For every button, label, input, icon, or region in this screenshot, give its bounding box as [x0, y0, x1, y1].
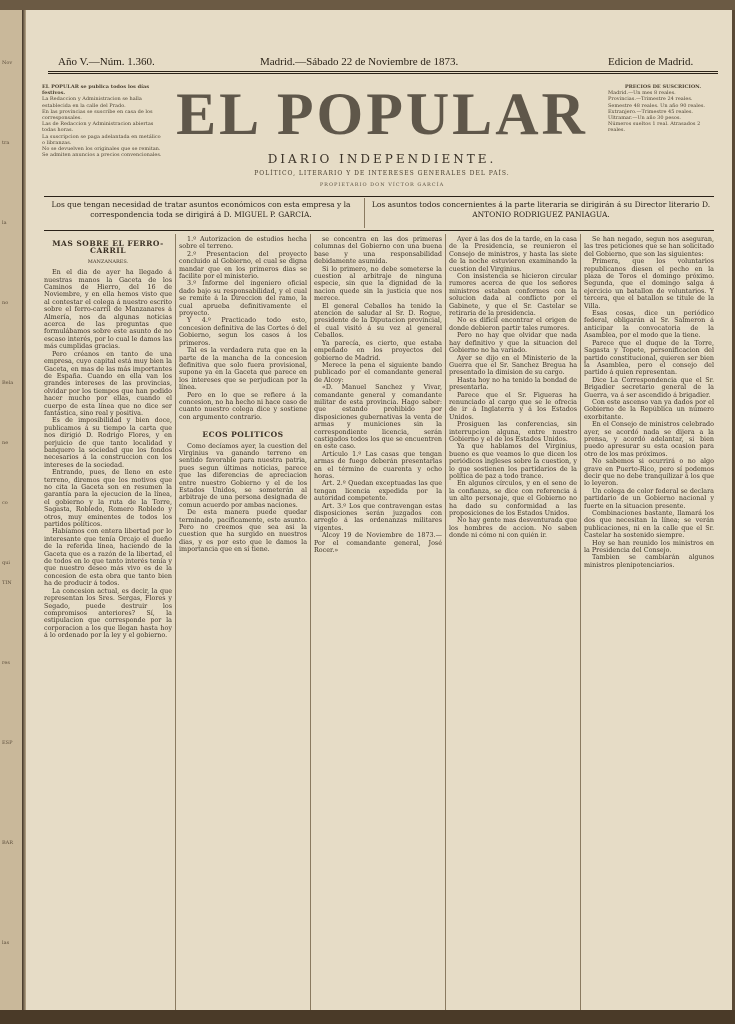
masthead-rule: [48, 73, 718, 74]
strip-fragment: Bela: [2, 380, 14, 386]
issue-date: Madrid.—Sábado 22 de Noviembre de 1873.: [260, 56, 459, 68]
article-column-1: [44, 236, 172, 1020]
newspaper-title: EL POPULAR: [176, 81, 588, 147]
strip-fragment: BAR: [2, 840, 14, 846]
left-info-line: Las de Redaccion y Administracion abiertas todas horas.: [42, 121, 154, 134]
paragraph: 2.º Presentacion del proyecto concluido al Gobierno, el cual se digna mandar que en los primeros dias se facilite por el ministerio.: [179, 249, 307, 281]
left-info-line: EL POPULAR se publica todos los días festivos.: [42, 84, 150, 97]
paragraph: No hay gente mas desventurada que los hombres de accion. No saben donde ni cómo ni con quién ir.: [449, 516, 577, 540]
left-info-line: La suscripcion se paga adelantada en metálico o libranzas.: [42, 133, 161, 146]
paragraph: No sabemos si ocurrirá o no algo grave en Puerto-Rico, pero sí podemos decir que no debe tranquilizar á los que lo leyeron.: [584, 457, 714, 488]
paragraph: 3.º Informe del ingeniero oficial dado bajo su responsabilidad, y el cual se remite á la Direccion del ramo, la cual aprueba definitivamente el proyecto.: [179, 279, 307, 318]
price-line: Extranjero.—Trimestre 45 reales.: [608, 108, 694, 115]
article-column-2: [179, 236, 307, 1020]
paragraph: Merece la pena el siguiente bando publicado por el comandante general de Alcoy:: [314, 360, 442, 384]
paragraph: Art. 3.º Los que contravengan estas disposiciones serán juzgados con arreglo á las ordenanzas militares vigentes.: [314, 501, 442, 532]
paragraph: No es difícil encontrar el origen de donde debieron partir tales rumores.: [449, 316, 577, 332]
left-info-line: La Redaccion y Administracion se halla establecida en la calle del Prado.: [42, 96, 142, 109]
paragraph: En el Consejo de ministros celebrado ayer, se acordó nada se dijera a la prensa, y acordó adelantar, si bien puedo apresurar su esta ocasion para otro de los mas próximos.: [584, 420, 714, 458]
section-headline-ecos-politicos: ECOS POLITICOS: [202, 430, 284, 440]
strip-fragment: ne: [2, 440, 9, 446]
paragraph: De esta manera puede quedar terminado, pacíficamente, este asunto. Pero no creemos que sea asi la cuestion que ha surgido en nuestros dias, y es por esto que le damos la importancia que en sí tiene.: [179, 508, 307, 554]
left-info-line: No se devuelven los originales que se remitan.: [42, 146, 161, 153]
paragraph: Alcoy 19 de Noviembre de 1873.—Por el comandante general, José Rocer.»: [314, 531, 442, 555]
notice-divider: [364, 198, 365, 228]
paragraph: Con este ascenso van ya dados por el Gobierno de la República un número exorbitante.: [584, 397, 714, 421]
paragraph: Y 4.º Practicado todo esto, concesion definitiva de las Cortes ó del Gobierno, segun los casos á los primeros.: [179, 316, 307, 347]
paragraph: Tal es la verdadera ruta que en la parte de la mancha de la concesion definitiva que solo fuera provisional, supone ya en la Gaceta que parece en los intereses que se perjudican por la línea.: [179, 346, 307, 392]
paragraph: Prosiguen las conferencias, sin interrupcion alguna, entre nuestro Gobierno y el de los Estados Unidos.: [449, 420, 577, 443]
article-column-3: [314, 236, 442, 1020]
article-headline-ferrocarril: MAS SOBRE EL FERRO-CARRIL: [52, 239, 164, 256]
paragraph: Entrando, pues, de lleno en este terreno, diremos que los motivos que no cita la Gaceta son en resumen la garantía para la ejecucion de la línea, el gobierno y la ruta de la Torre, Sagasta, Robledo, Romero Robledo y otros, muy eminentes de todos los partidos políticos.: [44, 468, 172, 529]
masthead: [24, 10, 724, 210]
strip-fragment: la: [2, 220, 7, 226]
paragraph: Si lo primero, no debe someterse la cuestion al arbitraje de ninguna especie, sin que la dignidad de la nacion quede sin la justicia que nos merece.: [314, 264, 442, 303]
article-subhead: MANZANARES.: [87, 258, 129, 265]
paragraph: Habíamos con entera libertad por lo interesante que tenía Orcajo el dueño de la referida línea, haciendo de la Gaceta que es a razón de la libertad, el de todos en lo que tanto interés tenía y que nuestro deseo más vivo es de la concesion de esta obra que tanto bien ha de producir á todos.: [44, 527, 172, 588]
price-line: Semestre 48 reales. Un año 90 reales.: [608, 102, 706, 109]
column-divider: [580, 234, 581, 1019]
paragraph: En el dia de ayer ha llegado á nuestras manos la Gaceta de los Caminos de Hierro, del 16 de Noviembre, y en ella hemos visto que al contestar el colega á nuestro escrito sobre el ferro-carril de Manzanares á Almería, nos da algunas noticias acerca de las preguntas que formulábamos sobre este asunto de no escaso interés, por lo cual le damos las más cumplidas gracias.: [44, 268, 172, 351]
paragraph: Primera, que los voluntarios republicanos diesen el pecho en la plaza de Toros el domingo próximo. Segunda, que el domingo salga á ejercicio un batallon de voluntarios. Y tercera, que el batallon se titule de la Villa.: [584, 257, 714, 310]
strip-fragment: las: [2, 940, 10, 946]
strip-fragment: res: [2, 660, 10, 666]
literary-notice: Los asuntos todos concernientes á la parte literaria se dirigirán á su Director literario D. ANTONIO RODRIGUEZ PANIAGUA.: [371, 200, 711, 219]
paragraph: Hoy se han reunido los ministros en la Presidencia del Consejo.: [584, 538, 714, 555]
paragraph: Como decíamos ayer, la cuestion del Virginius va ganando terreno en sentido favorable para nuestra patria, pues segun últimas noticias, parece que las diferencias de apreciacion entre nuestro Gobierno y el de los Estados Unidos, se someterán al arbitraje de una persona designada de comun acuerdo por ambas naciones.: [179, 441, 307, 509]
issue-number: Año V.—Núm. 1.360.: [58, 56, 155, 68]
notice-top-rule: [44, 196, 714, 197]
paragraph: Parece que el Sr. Figueras ha renunciado al cargo que se le ofrecia de ir á Inglaterra y á los Estados Unidos.: [449, 390, 577, 421]
strip-fragment: Nov: [2, 60, 13, 66]
paragraph: Ya parecía, es cierto, que estaba empeñado en los proyectos del gobierno de Madrid.: [314, 338, 442, 362]
price-line: Números sueltos 1 real. Atrasados 2 reales.: [608, 121, 701, 134]
paragraph: Dice La Correspondencia que el Sr. Brigadier secretario general de la Guerra, va á ser ascendido á brigadier.: [584, 375, 714, 399]
paragraph: Parece que el duque de la Torre, Sagasta y Topete, personificacion del partido constitucional, quieren ser bien la Asamblea, pero el consejo del partido á quien representan.: [584, 338, 714, 377]
column-divider: [310, 234, 311, 1019]
proprietor-line: PROPIETARIO DON VÍCTOR GARCÍA: [319, 182, 445, 188]
issue-edition: Edicion de Madrid.: [608, 56, 694, 68]
paragraph: Artículo 1.º Las casas que tengan armas de fuego deberán presentarlas en el término de cuarenta y ocho horas.: [314, 449, 442, 480]
paragraph: Tambien se cambiarán algunos ministros plenipotenciarios.: [584, 553, 714, 569]
paragraph: Un colega de color federal se declara partidario de un Gobierno nacional y fuerte en la situacion presente.: [584, 486, 714, 510]
newspaper-tagline: POLÍTICO, LITERARIO Y DE INTERESES GENERALES DEL PAÍS.: [254, 170, 510, 177]
strip-fragment: ESP: [2, 740, 13, 746]
adjacent-page-strip: [0, 0, 22, 1024]
paragraph: Ayer se dijo en el Ministerio de la Guerra que el Sr. Sanchez Bregua ha presentado la dimision de su cargo.: [449, 353, 577, 377]
paragraph: Es de imposibilidad y bien doce, publicamos á su tiempo la carta que nos dirigió D. Rodrigo Flores, y en perjuicio de que tanto localidad y banquero la sociedad que los fondos necesarios á la construccion con los intereses de la sociedad.: [44, 416, 172, 469]
strip-fragment: tra: [2, 140, 10, 146]
price-line: Provincias.—Trimestre 24 reales.: [608, 96, 693, 103]
newspaper-subtitle: DIARIO INDEPENDIENTE.: [267, 152, 497, 166]
scan-bottom-border: [0, 1010, 735, 1024]
strip-fragment: qui: [2, 560, 11, 566]
left-info-line: En las provincias se suscribe en casa de los corresponsales.: [42, 108, 153, 122]
price-line: Madrid.—Un mes 8 reales.: [608, 90, 676, 97]
notice-bottom-rule: [44, 230, 714, 231]
paragraph: Art. 2.º Quedan exceptuadas las que tengan licencia expedida por la autoridad competente.: [314, 479, 442, 503]
paragraph: 1.º Autorizacion de estudios hecha sobre el terreno.: [179, 236, 307, 251]
paragraph: Pero no hay que olvidar que nada hay definitivo y que la situacion del Gobierno no ha variado.: [449, 331, 577, 355]
paragraph: El general Ceballos ha tenido la atencion de saludar al Sr. D. Rogue, presidente de la Diputacion provincial, el cual visitó á su vez al general Ceballos.: [314, 301, 442, 340]
economic-notice: Los que tengan necesidad de tratar asuntos económicos con esta empresa y la correspondencia toda se dirigirá á D. MIGUEL P. GARCIA.: [51, 200, 351, 219]
paragraph: «D. Manuel Sanchez y Vivar, comandante general y comandante militar de esta provincia. Hago saber: que estando prohibido por disposiciones gubernativas la venta de armas y municiones sin la correspondiente licencia, serán castigados todos los que se encuentren en este caso.: [314, 383, 442, 451]
article-column-5: [584, 236, 714, 1020]
column-divider: [175, 234, 176, 1019]
paragraph: Pero créanos en tanto de una empresa, cuyo capital está muy bien la Gaceta, en mas de las más importantes de España. Cuando en ella van los grandes intereses de las provincias, olvidar por los tiempos que han podido hacer mucho por ellas, cuando el cuerpo de esta línea que no dice ser fantástica, sino real y positiva.: [44, 349, 172, 417]
article-column-4: [449, 236, 577, 1020]
masthead-rule: [48, 71, 718, 72]
price-line: Ultramar.—Un año 30 pesos.: [608, 115, 682, 122]
paragraph: Hasta hoy no ha tenido la bondad de presentarla.: [449, 375, 577, 392]
strip-fragment: co: [2, 500, 8, 506]
column-divider: [445, 234, 446, 1019]
paragraph: En algunos círculos, y en el seno de la confianza, se dice con referencia á un alto personaje, que el Gobierno no ha dado su conformidad a las proposiciones de los Estados Unidos.: [449, 479, 577, 518]
price-box-heading: PRECIOS DE SUSCRICION.: [624, 84, 702, 90]
paragraph: La concesion actual, es decir, la que representan los Sres. Sergas, Flores y Segado, puede destruir los compromisos anteriores? Sí, la estipulacion que corresponde por la corporacion a los que llegan hasta hoy á lo ordenado por la ley y el gobierno.: [44, 586, 172, 640]
left-info-line: Se admiten anuncios a precios convencionales.: [42, 152, 162, 159]
scan-top-border: [0, 0, 735, 10]
strip-fragment: TIN: [2, 580, 12, 586]
paragraph: se concentra en las dos primeras columnas del Gobierno con una buena base y una responsabilidad debidamente asumida.: [314, 236, 442, 266]
paragraph: Se han negado, segun nos aseguran, las tres peticiones que se han solicitado del Gobierno, que son las siguientes:: [584, 236, 714, 258]
paragraph: Con insistencia se hicieron circular rumores acerca de que los señores ministros estaban conformes con la solucion dada al conflicto por el Gabinete, y que el Sr. Castelar se retiraria de la presidencia.: [449, 272, 577, 318]
paragraph: Pero en lo que se refiere á la concesion, no ha hecho ni hace caso de cuanto nuestro colega dice y sostiene con argumento contrario.: [179, 390, 307, 421]
paragraph: Combinaciones bastante, llamará los dos que necesitan la línea; se verán publicaciones, ni en la calle que el Sr. Castelar ha sostenido siempre.: [584, 509, 714, 540]
paragraph: Ayer á las dos de la tarde, en la casa de la Presidencia, se reunieron el Consejo de ministros, y hasta las siete de la noche estuvieron examinando la cuestion del Virginius.: [449, 236, 577, 273]
paragraph: Esas cosas, dice un periódico federal, obligarán al Sr. Salmeron á anticipar la convocatoria de la Asamblea, por el modo que la tiene.: [584, 309, 714, 340]
paragraph: Ya que hablamos del Virginius, bueno es que veamos lo que dicen los periódicos ingleses sobre la cuestion, y lo que sostienen los partidarios de la política de paz a todo trance.: [449, 442, 577, 480]
strip-fragment: no: [2, 300, 9, 306]
